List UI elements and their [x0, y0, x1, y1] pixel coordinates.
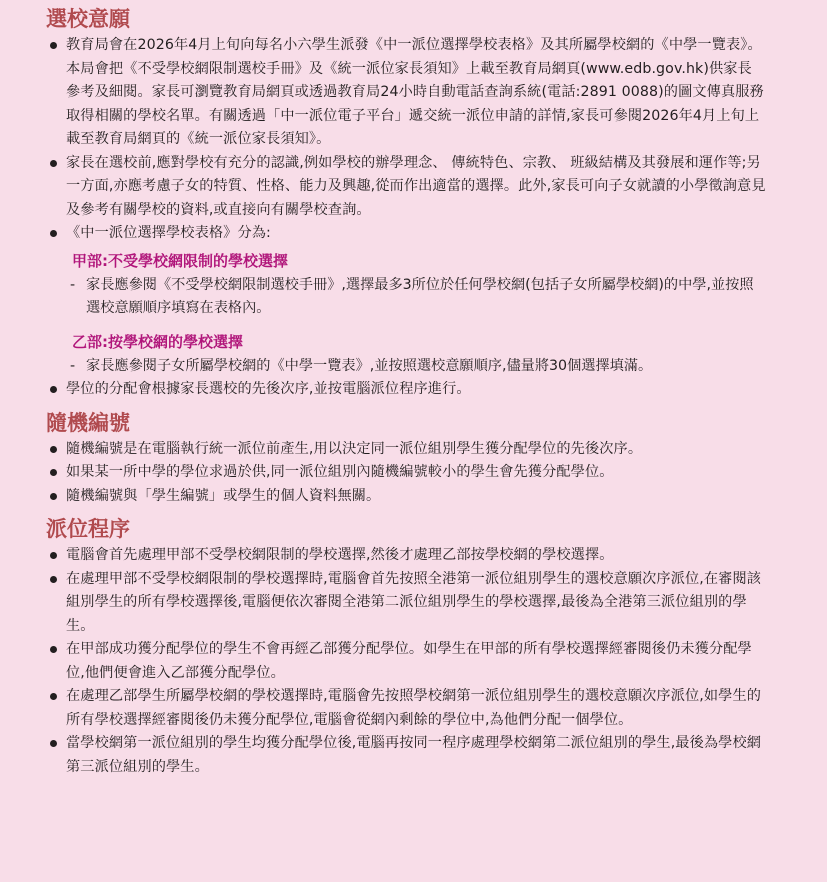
part-b-text: 家長應參閱子女所屬學校網的《中學一覽表》,並按照選校意願順序,儘量將30個選擇填滿。: [86, 357, 653, 374]
part-a-heading: 甲部:不受學校網限制的學校選擇: [72, 251, 289, 270]
list-item: 《中一派位選擇學校表格》分為:: [66, 222, 766, 246]
part-b-item: [70, 355, 766, 379]
list-item: 隨機編號與「學生編號」或學生的個人資料無關。: [66, 485, 766, 509]
dash-marker: -: [70, 276, 76, 293]
part-a-item: [70, 274, 766, 321]
list-item: 電腦會首先處理甲部不受學校網限制的學校選擇,然後才處理乙部按學校網的學校選擇。: [66, 544, 766, 568]
school-choices-closing-list: [0, 378, 827, 402]
random-number-list: [0, 438, 827, 509]
section-title-allocation-procedure: 派位程序: [46, 516, 130, 541]
part-b-heading: 乙部:按學校網的學校選擇: [72, 332, 243, 351]
section-title-random-number: 隨機編號: [46, 409, 130, 435]
list-item: 教育局會在2026年4月上旬向每名小六學生派發《中一派位選擇學校表格》及其所屬學校網的《中學一覽表》。本局會把《不受學校網限制選校手冊》及《統一派位家長須知》上載至教育局網頁(www.edb.gov.hk)供家長參考及細閱。家長可瀏覽教育局網頁或透過教育局24小時自動電話查詢系統(電話:2891 0088)的圖文傳真服務取得相關的學校名單。有關透過「中一派位電子平台」遞交統一派位申請的詳情,家長可參閱2026年4月上旬上載至教育局網頁的《統一派位家長須知》。: [66, 34, 766, 152]
list-item: 如果某一所中學的學位求過於供,同一派位組別內隨機編號較小的學生會先獲分配學位。: [66, 461, 766, 485]
list-item: 隨機編號是在電腦執行統一派位前產生,用以決定同一派位組別學生獲分配學位的先後次序。: [66, 438, 766, 462]
school-choices-list: [0, 34, 827, 246]
list-item: 在處理乙部學生所屬學校網的學校選擇時,電腦會先按照學校網第一派位組別學生的選校意願次序派位,如學生的所有學校選擇經審閱後仍未獲分配學位,電腦會從網內剩餘的學位中,為他們分配一個學位。: [66, 685, 766, 732]
list-item: 家長在選校前,應對學校有充分的認識,例如學校的辦學理念、 傳統特色、宗教、 班級結構及其發展和運作等;另一方面,亦應考慮子女的特質、性格、能力及興趣,從而作出適當的選擇。此外,家長可向子女就讀的小學徵詢意見及參考有關學校的資料,或直接向有關學校查詢。: [66, 152, 766, 223]
list-item: 在處理甲部不受學校網限制的學校選擇時,電腦會首先按照全港第一派位組別學生的選校意願次序派位,在審閱該組別學生的所有學校選擇後,電腦便依次審閱全港第二派位組別學生的學校選擇,最後為全港第三派位組別的學生。: [66, 568, 766, 639]
section-title-school-choices: 選校意願: [46, 6, 130, 31]
list-item: 當學校網第一派位組別的學生均獲分配學位後,電腦再按同一程序處理學校網第二派位組別的學生,最後為學校網第三派位組別的學生。: [66, 732, 766, 779]
part-a-text: 家長應參閱《不受學校網限制選校手冊》,選擇最多3所位於任何學校網(包括子女所屬學校網)的中學,並按照選校意願順序填寫在表格內。: [86, 276, 754, 316]
allocation-procedure-list: [0, 544, 827, 779]
list-item: 在甲部成功獲分配學位的學生不會再經乙部獲分配學位。如學生在甲部的所有學校選擇經審閱後仍未獲分配學位,他們便會進入乙部獲分配學位。: [66, 638, 766, 685]
dash-marker: -: [70, 357, 76, 374]
list-item: 學位的分配會根據家長選校的先後次序,並按電腦派位程序進行。: [66, 378, 766, 402]
